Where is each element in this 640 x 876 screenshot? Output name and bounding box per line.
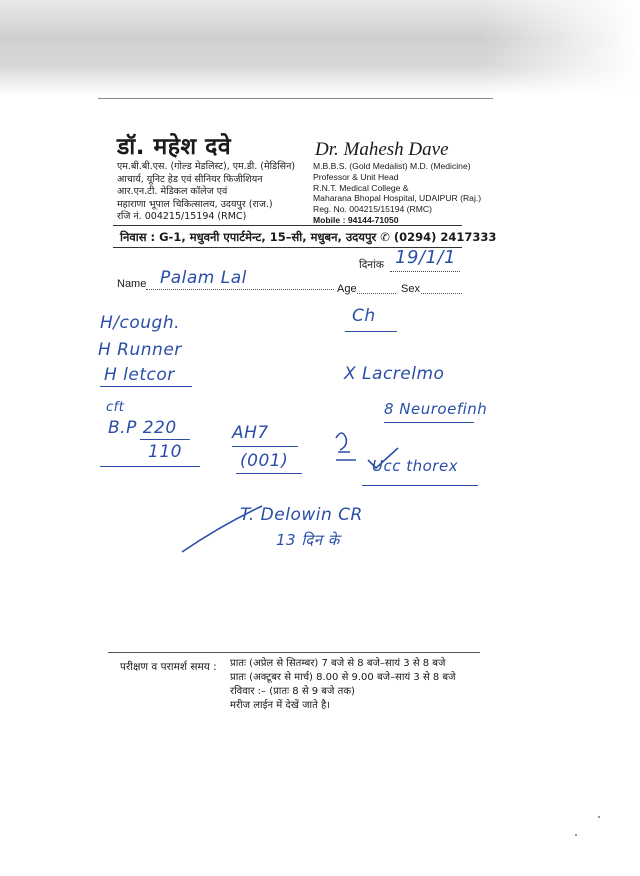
credential-line: आर.एन.टी. मेडिकल कॉलेज एवं [117, 186, 228, 197]
consultation-hours [230, 657, 456, 713]
footer-rule [108, 652, 480, 653]
sex-label: Sex [401, 283, 420, 295]
hours-line: प्रातः (अप्रेल से सितम्बर) 7 बजे से 8 बजे–सायं 3 से 8 बजे [230, 658, 446, 669]
name-label: Name [117, 278, 147, 290]
residence-address: निवास : G-1, मधुवनी एपार्टमेन्ट, 15–सी, मधुबन, उदयपुर ✆ (0294) 2417333 [120, 230, 497, 244]
credential-line: Maharana Bhopal Hospital, UDAIPUR (Raj.) [313, 193, 482, 204]
date-value: 19/1/1 [395, 247, 456, 268]
date-label: दिनांक [359, 259, 384, 271]
mobile-number: Mobile : 94144-71050 [313, 214, 399, 225]
check-mark [368, 448, 398, 468]
note-line: H/cough. [100, 313, 181, 333]
credential-line: आचार्य, यूनिट हेड एवं सीनियर फिजीशियन [117, 173, 263, 185]
credential-line: Professor & Unit Head [313, 171, 399, 182]
note-line: Ucc thorex [372, 457, 459, 475]
credential-line: एम.बी.बी.एस. (गोल्ड मेडलिस्ट), एम.डी. (मेडिसिन) [117, 161, 296, 172]
age-label: Age [337, 283, 357, 295]
pen-stroke [182, 506, 262, 552]
note-line: AH7 [232, 423, 269, 443]
hours-line: रविवार :– (प्रातः 8 से 9 बजे तक) [230, 686, 355, 697]
bp-reading: B.P 220 [108, 418, 177, 438]
note-line: Ch [352, 306, 376, 326]
note-line: cft [106, 400, 125, 415]
scan-speck [575, 834, 577, 836]
note-line: H Runner [98, 340, 182, 360]
hours-line: मरीज लाईन में देखें जाते है। [230, 700, 331, 711]
note-line: 8 Neuroefinh [384, 400, 488, 418]
patient-name: Palam Lal [160, 268, 247, 288]
doctor-name-hindi: डॉ. महेश दवे [117, 134, 232, 160]
prescription-line: 13 दिन के [276, 531, 340, 549]
note-line: H letcor [104, 365, 175, 385]
consultation-time-label: परीक्षण व परामर्श समय : [120, 661, 217, 673]
scan-speck [598, 816, 600, 818]
credential-line: R.N.T. Medical College & [313, 182, 409, 193]
note-line: X Lacrelmo [344, 364, 445, 384]
credential-line: M.B.B.S. (Gold Medalist) M.D. (Medicine) [313, 161, 471, 171]
hours-line: प्रातः (अक्टूबर से मार्च) 8.00 से 9.00 बजे–सायं 3 से 8 बजे [230, 672, 456, 683]
doctor-name-english: Dr. Mahesh Dave [315, 139, 449, 160]
credential-line: रजि नं. 004215/15194 (RMC) [117, 211, 247, 222]
bp-reading: 110 [148, 442, 182, 462]
prescription-line: T. Delowin CR [240, 505, 363, 525]
credential-line: Reg. No. 004215/15194 (RMC) [313, 204, 432, 215]
note-line: (001) [240, 451, 289, 471]
rx-mark [336, 433, 350, 452]
credential-line: महाराणा भूपाल चिकित्सालय, उदयपुर (राज.) [117, 198, 273, 210]
